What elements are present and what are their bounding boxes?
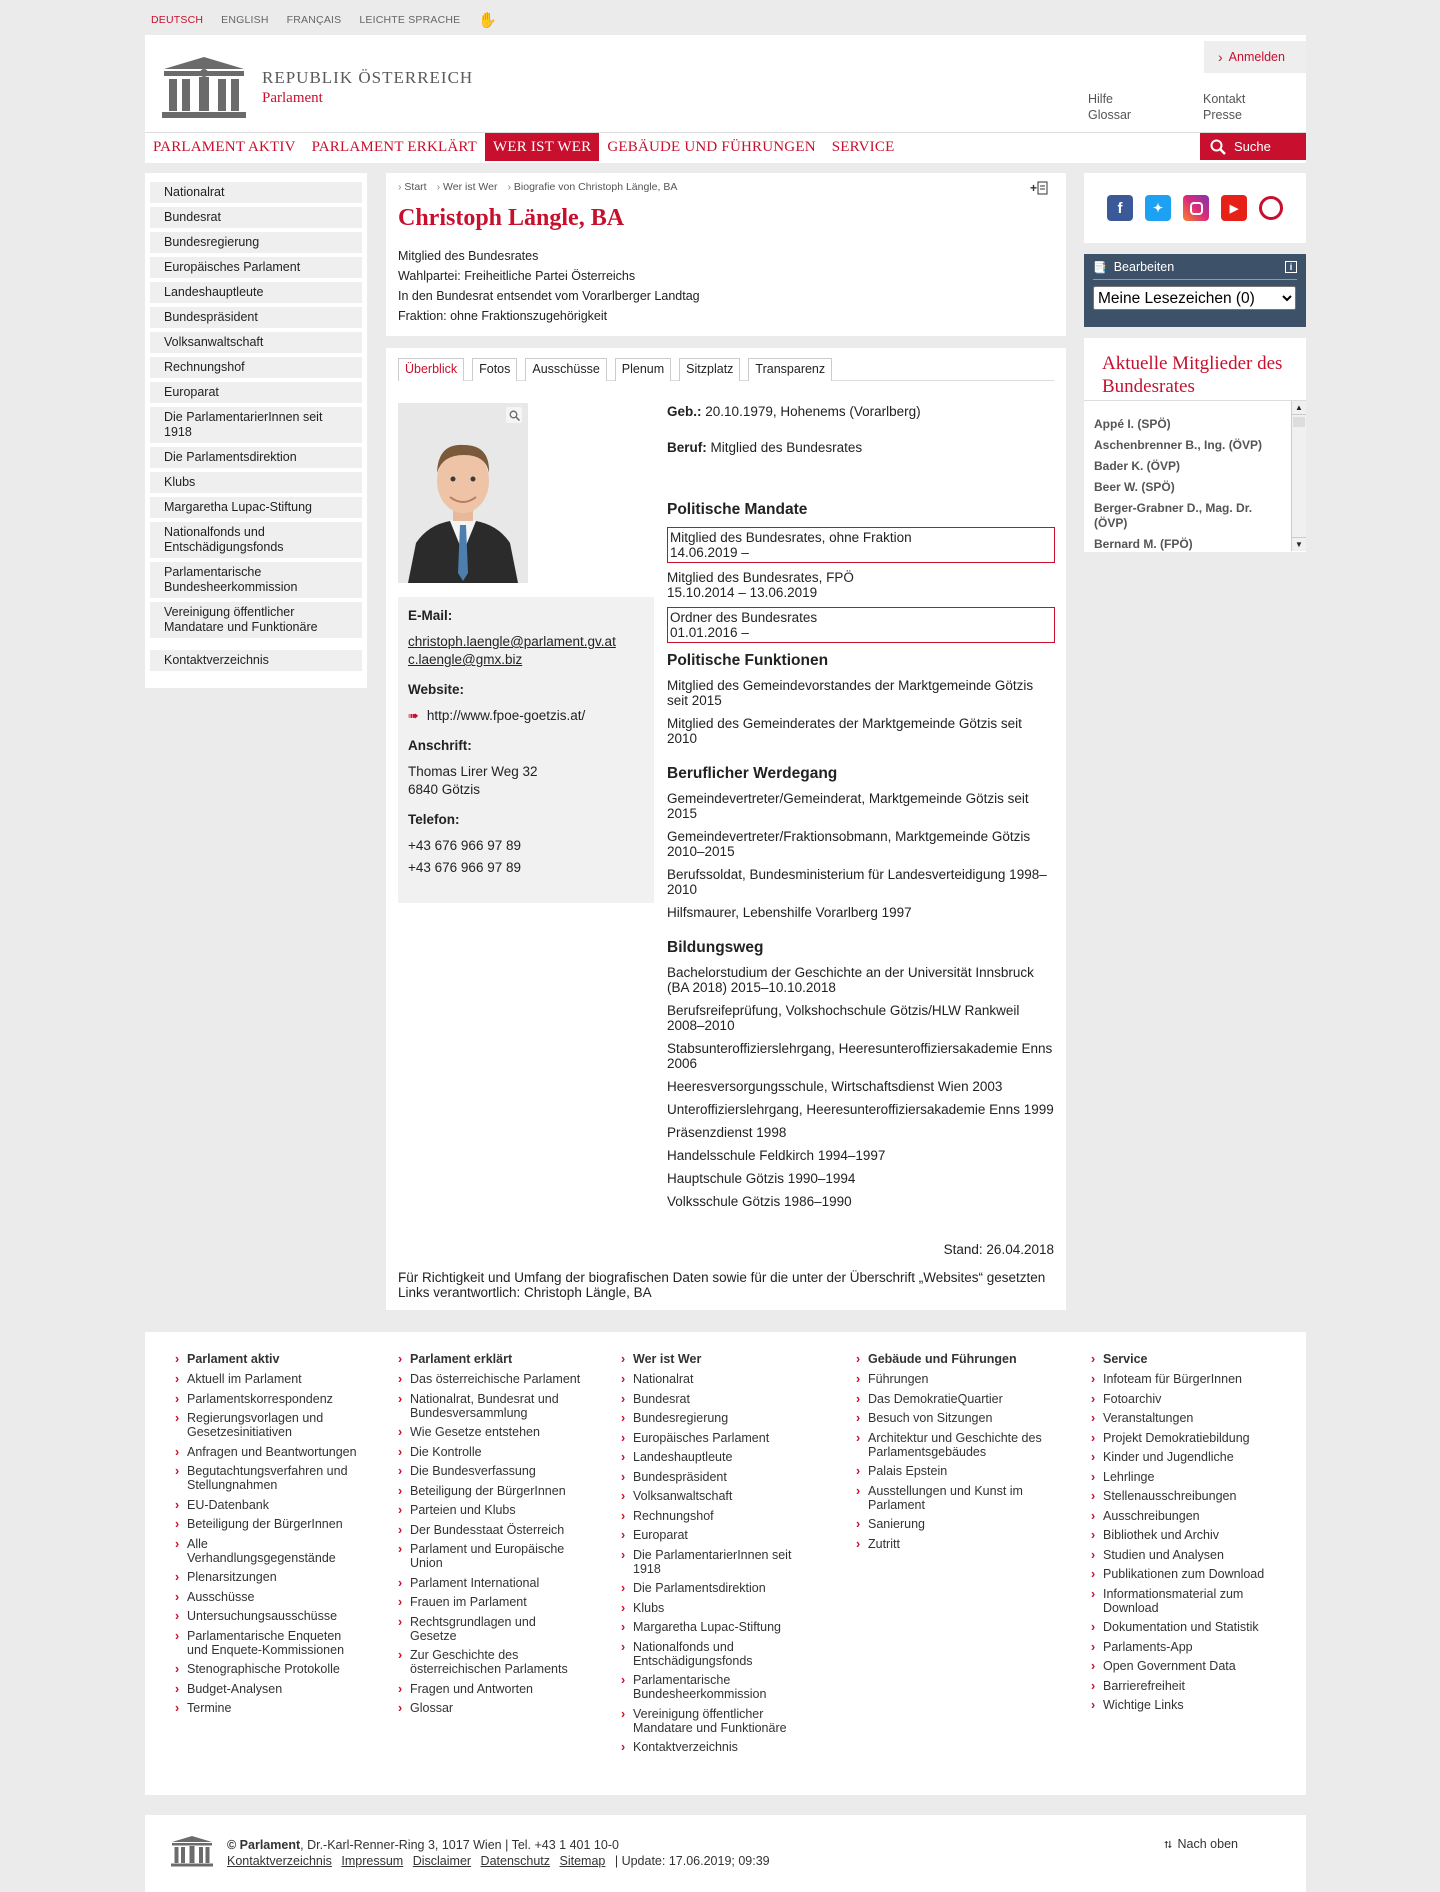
footer-link[interactable]: › Studien und Analysen bbox=[1091, 1548, 1276, 1562]
werdegang-entry: Gemeindevertreter/Gemeinderat, Marktgemeinde Götzis seit 2015 bbox=[667, 791, 1029, 821]
sidebar-item[interactable]: Rechnungshof bbox=[150, 357, 362, 378]
footer-link[interactable]: › Parteien und Klubs bbox=[398, 1503, 583, 1517]
nav-gebaeude-fuehrungen[interactable]: GEBÄUDE UND FÜHRUNGEN bbox=[607, 138, 816, 155]
footer-link[interactable]: › Fragen und Antworten bbox=[398, 1682, 583, 1696]
lang-deutsch[interactable]: DEUTSCH bbox=[151, 14, 204, 26]
werdegang-entry: Hilfsmaurer, Lebenshilfe Vorarlberg 1997 bbox=[667, 905, 912, 920]
social-links bbox=[1084, 173, 1306, 243]
main-navigation bbox=[145, 132, 1306, 160]
bildung-list bbox=[667, 965, 1055, 1209]
footer-link[interactable]: › Die Kontrolle bbox=[398, 1445, 583, 1459]
phone-number[interactable]: +43 676 966 97 89 bbox=[408, 838, 521, 853]
tab-fotos[interactable]: Fotos bbox=[472, 358, 517, 381]
biography bbox=[667, 404, 1055, 1217]
footer-link[interactable]: › Ausschüsse bbox=[175, 1590, 360, 1604]
footer-link[interactable]: › Veranstaltungen bbox=[1091, 1411, 1276, 1425]
mandate-entry bbox=[667, 527, 1055, 563]
update-info: | Update: 17.06.2019; 09:39 bbox=[614, 1854, 770, 1868]
footer-column-heading[interactable]: › Parlament erklärt bbox=[398, 1352, 583, 1366]
profession-label: Beruf: bbox=[667, 440, 707, 455]
address-label: Anschrift: bbox=[408, 738, 472, 753]
mandate-title: Mitglied des Bundesrates, ohne Fraktion bbox=[670, 530, 912, 545]
footer-logo-icon[interactable] bbox=[170, 1835, 214, 1867]
footer-link[interactable]: › Anfragen und Beantwortungen bbox=[175, 1445, 360, 1459]
lang-leichte-sprache[interactable]: LEICHTE SPRACHE bbox=[359, 14, 461, 26]
members-list bbox=[1084, 400, 1306, 552]
funktionen-list bbox=[667, 678, 1055, 746]
sidebar-item[interactable]: Europäisches Parlament bbox=[150, 257, 362, 278]
website-label: Website: bbox=[408, 682, 465, 697]
footer-link-disclaimer[interactable]: Disclaimer bbox=[412, 1854, 472, 1868]
intro-line: Mitglied des Bundesrates bbox=[398, 249, 539, 263]
footer-address: , Dr.-Karl-Renner-Ring 3, 1017 Wien | Tel. +43 1 401 10-0 bbox=[300, 1838, 619, 1852]
bildung-entry: Handelsschule Feldkirch 1994–1997 bbox=[667, 1148, 886, 1163]
footer-link[interactable]: › Beteiligung der BürgerInnen bbox=[398, 1484, 583, 1498]
footer-link[interactable]: › Rechtsgrundlagen und Gesetze bbox=[398, 1615, 583, 1643]
footer-link[interactable]: › Regierungsvorlagen und Gesetzesinitiativen bbox=[175, 1411, 360, 1439]
profile-header bbox=[386, 173, 1066, 336]
member-item[interactable]: Bader K. (ÖVP) bbox=[1094, 459, 1181, 473]
twitter-icon[interactable]: ✦ bbox=[1145, 195, 1171, 221]
parliament-building-icon bbox=[160, 55, 248, 119]
logo-subtitle: Parlament bbox=[262, 89, 323, 106]
lang-english[interactable]: ENGLISH bbox=[221, 14, 269, 26]
footer-link[interactable]: › Margaretha Lupac-Stiftung bbox=[621, 1620, 806, 1634]
arrow-up-icon: ⮁ bbox=[1163, 1840, 1172, 1851]
sidebar-item[interactable]: Die ParlamentarierInnen seit 1918 bbox=[150, 407, 362, 443]
footer-link-datenschutz[interactable]: Datenschutz bbox=[480, 1854, 551, 1868]
funktion-entry: Mitglied des Gemeindevorstandes der Marktgemeinde Götzis seit 2015 bbox=[667, 678, 1034, 708]
footer-link[interactable]: › Ausschreibungen bbox=[1091, 1509, 1276, 1523]
footer-link[interactable]: › Plenarsitzungen bbox=[175, 1570, 360, 1584]
mandate-period: 01.01.2016 – bbox=[670, 625, 749, 640]
birth-info bbox=[667, 404, 1055, 419]
footer-link[interactable]: › Architektur und Geschichte des Parlamentsgebäudes bbox=[856, 1431, 1046, 1459]
add-bookmark-icon[interactable] bbox=[1030, 181, 1048, 195]
members-box bbox=[1084, 338, 1306, 552]
search-button[interactable] bbox=[1200, 133, 1306, 160]
scroll-up-icon[interactable]: ▲ bbox=[1292, 401, 1306, 415]
footer-link[interactable]: › Nationalrat bbox=[621, 1372, 806, 1386]
copyright: © Parlament bbox=[227, 1838, 301, 1852]
sidebar-item[interactable]: Bundespräsident bbox=[150, 307, 362, 328]
footer-column-heading[interactable]: › Wer ist Wer bbox=[621, 1352, 806, 1366]
mandate-title: Mitglied des Bundesrates, FPÖ bbox=[667, 570, 854, 585]
footer-link[interactable]: › Ausstellungen und Kunst im Parlament bbox=[856, 1484, 1046, 1512]
footer-link[interactable]: › Open Government Data bbox=[1091, 1659, 1276, 1673]
footer-link[interactable]: › Alle Verhandlungsgegenstände bbox=[175, 1537, 360, 1565]
profile-content bbox=[386, 348, 1066, 1310]
footer-link[interactable]: › Bibliothek und Archiv bbox=[1091, 1528, 1276, 1542]
parliament-logo[interactable] bbox=[160, 55, 473, 119]
footer-column bbox=[398, 1352, 583, 1721]
bildung-entry: Hauptschule Götzis 1990–1994 bbox=[667, 1171, 856, 1186]
footer-link[interactable]: › Der Bundesstaat Österreich bbox=[398, 1523, 583, 1537]
footer-column bbox=[1091, 1352, 1276, 1718]
bildung-entry: Unteroffizierslehrgang, Heeresunteroffiziersakademie Enns 1999 bbox=[667, 1102, 1054, 1117]
email-label: E-Mail: bbox=[408, 608, 453, 623]
site-footer bbox=[145, 1332, 1306, 1795]
disclaimer-text: Für Richtigkeit und Umfang der biografischen Daten sowie für die unter der Überschrift „Websites“ gesetzten Links verantwortlich: Christoph Längle, BA bbox=[398, 1270, 1046, 1300]
footer-column-heading[interactable]: › Service bbox=[1091, 1352, 1276, 1366]
footer-link[interactable]: › Glossar bbox=[398, 1701, 583, 1715]
bildung-entry: Berufsreifeprüfung, Volkshochschule Götzis/HLW Rankweil 2008–2010 bbox=[667, 1003, 1020, 1033]
werdegang-entry: Berufssoldat, Bundesministerium für Landesverteidigung 1998–2010 bbox=[667, 867, 1047, 897]
bookmark-icon: 📑 bbox=[1093, 261, 1107, 274]
footer-link[interactable]: › Bundesrat bbox=[621, 1392, 806, 1406]
instagram-icon[interactable] bbox=[1183, 195, 1209, 221]
footer-link[interactable]: › Parlament International bbox=[398, 1576, 583, 1590]
footer-link[interactable]: › Zutritt bbox=[856, 1537, 1046, 1551]
facebook-icon[interactable]: f bbox=[1107, 195, 1133, 221]
address-line: 6840 Götzis bbox=[408, 782, 481, 797]
back-to-top-label: Nach oben bbox=[1177, 1837, 1238, 1851]
contact-link[interactable]: Kontakt bbox=[1203, 92, 1246, 106]
section-heading-mandate: Politische Mandate bbox=[667, 501, 808, 518]
profile-tabs bbox=[398, 358, 1054, 381]
help-link[interactable]: Hilfe bbox=[1088, 92, 1114, 106]
back-to-top-link[interactable] bbox=[1164, 1837, 1238, 1851]
breadcrumb bbox=[398, 181, 1054, 193]
members-scrollbar[interactable] bbox=[1291, 401, 1306, 551]
bildung-entry: Stabsunteroffizierslehrgang, Heeresunteroffiziersakademie Enns 2006 bbox=[667, 1041, 1053, 1071]
sidebar-item[interactable]: Nationalfonds und Entschädigungsfonds bbox=[150, 522, 362, 558]
scroll-down-icon[interactable]: ▼ bbox=[1292, 537, 1306, 551]
app-icon[interactable] bbox=[1259, 196, 1283, 220]
breadcrumb-current: › Biografie von Christoph Längle, BA bbox=[507, 181, 677, 193]
nav-wer-ist-wer[interactable]: WER IST WER bbox=[485, 133, 599, 161]
mandate-list bbox=[667, 527, 1055, 643]
press-link[interactable]: Presse bbox=[1203, 108, 1242, 122]
footer-link[interactable]: › Zur Geschichte des österreichischen Parlaments bbox=[398, 1648, 583, 1676]
external-link-icon: ➠ bbox=[408, 708, 419, 723]
sidebar-item[interactable]: Bundesrat bbox=[150, 207, 362, 228]
footer-link[interactable]: › Bundesregierung bbox=[621, 1411, 806, 1425]
mandate-period: 14.06.2019 – bbox=[670, 545, 749, 560]
werdegang-list bbox=[667, 791, 1055, 920]
footer-link[interactable]: › EU-Datenbank bbox=[175, 1498, 360, 1512]
phone-label: Telefon: bbox=[408, 812, 460, 827]
footer-link[interactable]: › Lehrlinge bbox=[1091, 1470, 1276, 1484]
footer-link[interactable]: › Europarat bbox=[621, 1528, 806, 1542]
footer-link[interactable]: › Informationsmaterial zum Download bbox=[1091, 1587, 1276, 1615]
footer-link[interactable]: › Besuch von Sitzungen bbox=[856, 1411, 1046, 1425]
members-items bbox=[1084, 401, 1306, 552]
footer-link[interactable]: › Das österreichische Parlament bbox=[398, 1372, 583, 1386]
member-item[interactable]: Appé I. (SPÖ) bbox=[1094, 417, 1171, 431]
footer-link-impressum[interactable]: Impressum bbox=[341, 1854, 404, 1868]
sidebar-item[interactable]: Margaretha Lupac-Stiftung bbox=[150, 497, 362, 518]
language-bar bbox=[151, 14, 497, 29]
footer-link[interactable]: › Frauen im Parlament bbox=[398, 1595, 583, 1609]
mandate-entry bbox=[667, 570, 1055, 600]
sidebar-item[interactable]: Europarat bbox=[150, 382, 362, 403]
footer-link[interactable]: › Begutachtungsverfahren und Stellungnahmen bbox=[175, 1464, 360, 1492]
sidebar-item[interactable]: Kontaktverzeichnis bbox=[150, 650, 362, 671]
section-heading-werdegang: Beruflicher Werdegang bbox=[667, 765, 838, 782]
intro-line: Wahlpartei: Freiheitliche Partei Österreichs bbox=[398, 269, 636, 283]
bildung-entry: Volksschule Götzis 1986–1990 bbox=[667, 1194, 852, 1209]
profile-intro bbox=[398, 246, 1054, 326]
footer-link[interactable]: › Infoteam für BürgerInnen bbox=[1091, 1372, 1276, 1386]
intro-line: Fraktion: ohne Fraktionszugehörigkeit bbox=[398, 309, 608, 323]
glossary-link[interactable]: Glossar bbox=[1088, 108, 1132, 122]
member-item[interactable]: Berger-Grabner D., Mag. Dr. (ÖVP) bbox=[1094, 501, 1253, 530]
footer-link[interactable]: › Vereinigung öffentlicher Mandatare und Funktionäre bbox=[621, 1707, 806, 1735]
sidebar-item[interactable]: Nationalrat bbox=[150, 182, 362, 203]
tab-ausschuesse[interactable]: Ausschüsse bbox=[525, 358, 606, 381]
logo-title: REPUBLIK ÖSTERREICH bbox=[262, 67, 474, 87]
bookmarks-select[interactable] bbox=[1093, 286, 1296, 310]
email-link[interactable]: c.laengle@gmx.biz bbox=[408, 652, 523, 667]
sign-language-icon[interactable]: ✋ bbox=[478, 12, 498, 29]
svg-text:+: + bbox=[1030, 181, 1038, 195]
portrait-photo[interactable] bbox=[398, 403, 528, 583]
portrait-image bbox=[398, 403, 528, 583]
footer-link[interactable]: › Parlamentskorrespondenz bbox=[175, 1392, 360, 1406]
tab-sitzplatz[interactable]: Sitzplatz bbox=[679, 358, 740, 381]
breadcrumb-wer-ist-wer[interactable]: › Wer ist Wer bbox=[437, 181, 498, 193]
lang-francais[interactable]: FRANÇAIS bbox=[286, 14, 342, 26]
bildung-entry: Präsenzdienst 1998 bbox=[667, 1125, 787, 1140]
profession-value: Mitglied des Bundesrates bbox=[710, 440, 863, 455]
footer-link[interactable]: › Bundespräsident bbox=[621, 1470, 806, 1484]
sidebar-item[interactable]: Die Parlamentsdirektion bbox=[150, 447, 362, 468]
footer-link[interactable]: › Projekt Demokratiebildung bbox=[1091, 1431, 1276, 1445]
page-title: Christoph Längle, BA bbox=[398, 205, 625, 231]
footer-link[interactable]: › Das DemokratieQuartier bbox=[856, 1392, 1046, 1406]
member-item[interactable]: Beer W. (SPÖ) bbox=[1094, 480, 1175, 494]
sidebar-item[interactable]: Bundesregierung bbox=[150, 232, 362, 253]
sidebar-item[interactable]: Landeshauptleute bbox=[150, 282, 362, 303]
footer-link[interactable]: › Sanierung bbox=[856, 1517, 1046, 1531]
nav-service[interactable]: SERVICE bbox=[831, 138, 895, 155]
footer-column-heading[interactable]: › Parlament aktiv bbox=[175, 1352, 360, 1366]
bildung-entry: Bachelorstudium der Geschichte an der Universität Innsbruck (BA 2018) 2015–10.10.2018 bbox=[667, 965, 1034, 995]
footer-link[interactable]: › Untersuchungsausschüsse bbox=[175, 1609, 360, 1623]
footer-link[interactable]: › Volksanwaltschaft bbox=[621, 1489, 806, 1503]
sidebar-item[interactable]: Klubs bbox=[150, 472, 362, 493]
footer-link[interactable]: › Führungen bbox=[856, 1372, 1046, 1386]
footer-column bbox=[856, 1352, 1046, 1556]
website-link[interactable]: http://www.fpoe-goetzis.at/ bbox=[426, 708, 586, 723]
nav-parlament-aktiv[interactable]: PARLAMENT AKTIV bbox=[153, 138, 296, 155]
address-line: Thomas Lirer Weg 32 bbox=[408, 764, 538, 779]
footer-link[interactable]: › Budget-Analysen bbox=[175, 1682, 360, 1696]
search-icon bbox=[1210, 139, 1226, 155]
footer-link[interactable]: › Nationalrat, Bundesrat und Bundesversammlung bbox=[398, 1392, 583, 1420]
mandate-title: Ordner des Bundesrates bbox=[670, 610, 818, 625]
sidebar-item[interactable]: Parlamentarische Bundesheerkommission bbox=[150, 562, 362, 598]
footer-link[interactable]: › Die Bundesverfassung bbox=[398, 1464, 583, 1478]
edit-label[interactable]: Bearbeiten bbox=[1113, 260, 1175, 274]
footer-link[interactable]: › Parlamentarische Enqueten und Enquete-Kommissionen bbox=[175, 1629, 360, 1657]
footer-link[interactable]: › Stellenausschreibungen bbox=[1091, 1489, 1276, 1503]
footer-link[interactable]: › Nationalfonds und Entschädigungsfonds bbox=[621, 1640, 806, 1668]
footer-link[interactable]: › Europäisches Parlament bbox=[621, 1431, 806, 1445]
service-links bbox=[1088, 92, 1303, 122]
funktion-entry: Mitglied des Gemeinderates der Marktgemeinde Götzis seit 2010 bbox=[667, 716, 1022, 746]
footer-link[interactable]: › Publikationen zum Download bbox=[1091, 1567, 1276, 1581]
footer-link[interactable]: › Beteiligung der BürgerInnen bbox=[175, 1517, 360, 1531]
footer-link-sitemap[interactable]: Sitemap bbox=[559, 1854, 606, 1868]
footer-info bbox=[227, 1837, 770, 1869]
bio-footer bbox=[398, 1242, 1054, 1300]
footer-link[interactable]: › Kontaktverzeichnis bbox=[621, 1740, 806, 1754]
footer-link[interactable]: › Fotoarchiv bbox=[1091, 1392, 1276, 1406]
birth-value: 20.10.1979, Hohenems (Vorarlberg) bbox=[705, 404, 921, 419]
footer-link[interactable]: › Landeshauptleute bbox=[621, 1450, 806, 1464]
member-item[interactable]: Bernard M. (FPÖ) bbox=[1094, 537, 1193, 551]
footer-link[interactable]: › Klubs bbox=[621, 1601, 806, 1615]
member-item[interactable]: Aschenbrenner B., Ing. (ÖVP) bbox=[1094, 438, 1263, 452]
sidebar-item[interactable]: Vereinigung öffentlicher Mandatare und Funktionäre bbox=[150, 602, 362, 638]
stand-date: Stand: 26.04.2018 bbox=[943, 1242, 1054, 1257]
nav-parlament-erklaert[interactable]: PARLAMENT ERKLÄRT bbox=[311, 138, 478, 155]
footer-link[interactable]: › Rechnungshof bbox=[621, 1509, 806, 1523]
email-link[interactable]: christoph.laengle@parlament.gv.at bbox=[408, 634, 616, 649]
intro-line: In den Bundesrat entsendet vom Vorarlberger Landtag bbox=[398, 289, 700, 303]
footer-link[interactable]: › Palais Epstein bbox=[856, 1464, 1046, 1478]
members-title[interactable]: Aktuelle Mitglieder des Bundesrates bbox=[1102, 353, 1283, 397]
footer-link[interactable]: › Stenographische Protokolle bbox=[175, 1662, 360, 1676]
tab-plenum[interactable]: Plenum bbox=[615, 358, 671, 381]
bildung-entry: Heeresversorgungsschule, Wirtschaftsdienst Wien 2003 bbox=[667, 1079, 1003, 1094]
tab-ueberblick[interactable]: Überblick bbox=[398, 358, 464, 381]
info-icon[interactable]: i bbox=[1285, 261, 1297, 273]
footer-column bbox=[175, 1352, 360, 1721]
scroll-thumb[interactable] bbox=[1293, 417, 1305, 427]
footer-link[interactable]: › Barrierefreiheit bbox=[1091, 1679, 1276, 1693]
search-label: Suche bbox=[1234, 139, 1271, 154]
section-heading-funktionen: Politische Funktionen bbox=[667, 652, 829, 669]
werdegang-entry: Gemeindevertreter/Fraktionsobmann, Marktgemeinde Götzis 2010–2015 bbox=[667, 829, 1031, 859]
footer-link[interactable]: › Die ParlamentarierInnen seit 1918 bbox=[621, 1548, 806, 1576]
bottom-bar bbox=[145, 1815, 1306, 1892]
footer-link[interactable]: › Die Parlamentsdirektion bbox=[621, 1581, 806, 1595]
footer-link[interactable]: › Termine bbox=[175, 1701, 360, 1715]
footer-link[interactable]: › Parlaments-App bbox=[1091, 1640, 1276, 1654]
sidebar-item[interactable]: Volksanwaltschaft bbox=[150, 332, 362, 353]
footer-column-heading[interactable]: › Gebäude und Führungen bbox=[856, 1352, 1046, 1366]
birth-label: Geb.: bbox=[667, 404, 702, 419]
zoom-icon[interactable] bbox=[506, 407, 522, 423]
login-button[interactable]: › Anmelden bbox=[1204, 41, 1306, 73]
footer-link[interactable]: › Wie Gesetze entstehen bbox=[398, 1425, 583, 1439]
breadcrumb-start[interactable]: › Start bbox=[398, 181, 427, 193]
footer-column bbox=[621, 1352, 806, 1760]
contact-box bbox=[398, 597, 654, 903]
sidebar-nav bbox=[145, 173, 367, 688]
tab-transparenz[interactable]: Transparenz bbox=[748, 358, 832, 381]
footer-link[interactable]: › Parlament und Europäische Union bbox=[398, 1542, 583, 1570]
section-heading-bildung: Bildungsweg bbox=[667, 939, 764, 956]
footer-link[interactable]: › Kinder und Jugendliche bbox=[1091, 1450, 1276, 1464]
mandate-entry bbox=[667, 607, 1055, 643]
footer-link[interactable]: › Wichtige Links bbox=[1091, 1698, 1276, 1712]
footer-link[interactable]: › Parlamentarische Bundesheerkommission bbox=[621, 1673, 806, 1701]
phone-number[interactable]: +43 676 966 97 89 bbox=[408, 860, 521, 875]
youtube-icon[interactable]: ▶ bbox=[1221, 195, 1247, 221]
footer-link[interactable]: › Dokumentation und Statistik bbox=[1091, 1620, 1276, 1634]
footer-link[interactable]: › Aktuell im Parlament bbox=[175, 1372, 360, 1386]
mandate-period: 15.10.2014 – 13.06.2019 bbox=[667, 585, 818, 600]
footer-link-kontaktverzeichnis[interactable]: Kontaktverzeichnis bbox=[227, 1854, 332, 1868]
bookmarks-panel bbox=[1084, 254, 1306, 327]
profession-info bbox=[667, 440, 1055, 455]
